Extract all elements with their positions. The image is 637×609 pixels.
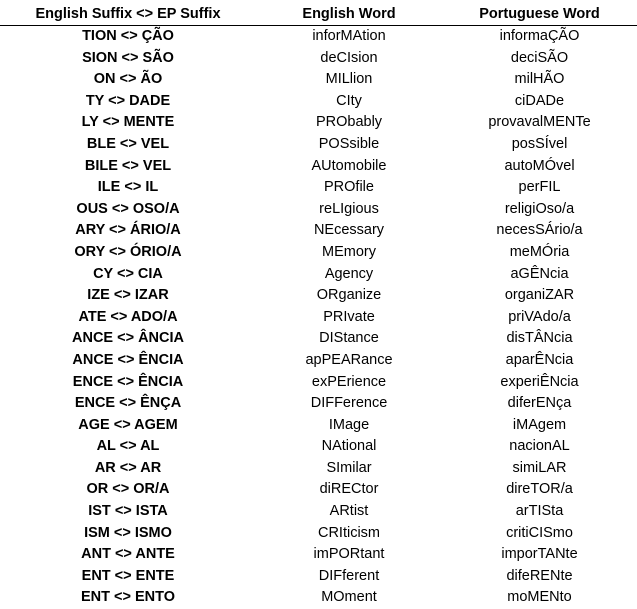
- english-word-cell: inforMAtion: [312, 28, 386, 44]
- table-row: [0, 350, 637, 372]
- portuguese-word-cell: moMENto: [507, 589, 572, 606]
- suffix-cell: AR <> AR: [94, 459, 162, 476]
- table-row: [0, 177, 637, 199]
- portuguese-word-cell: posSÍvel: [511, 135, 568, 152]
- portuguese-word-cell: arTISta: [515, 503, 564, 520]
- table-row: [0, 587, 637, 609]
- english-word-cell: imPORtant: [313, 546, 385, 563]
- english-word-cell: PRIvate: [323, 308, 375, 325]
- table-row: [0, 91, 637, 113]
- portuguese-word-cell: organiZAR: [504, 287, 575, 304]
- header-english-suffix: English Suffix <> EP Suffix: [0, 4, 256, 26]
- suffix-cell: AGE <> AGEM: [78, 416, 178, 433]
- english-word-cell: Agency: [324, 265, 374, 282]
- suffix-cell: ILE <> IL: [97, 179, 159, 196]
- suffix-cell: ANCE <> ÊNCIA: [72, 351, 184, 368]
- portuguese-word-cell: provavalMENTe: [488, 114, 591, 131]
- suffix-cell: OUS <> OSO/A: [76, 200, 180, 217]
- suffix-cell: LY <> MENTE: [81, 114, 175, 131]
- portuguese-word-cell: critiCISmo: [506, 524, 573, 541]
- table-row: [0, 501, 637, 523]
- english-word-cell: NEcessary: [313, 222, 385, 239]
- suffix-cell: ENT <> ENTE: [81, 567, 175, 584]
- portuguese-word-cell: aGÊNcia: [510, 265, 569, 282]
- table-row: [0, 458, 637, 480]
- english-word-cell: MEmory: [322, 243, 376, 260]
- english-word-cell: CRIticism: [317, 524, 381, 541]
- portuguese-word-cell: autoMÓvel: [504, 157, 575, 174]
- table-row: [0, 220, 637, 242]
- english-word-cell: DIStance: [319, 330, 379, 347]
- portuguese-word-cell: diferENça: [507, 395, 572, 412]
- english-word-cell: PRObably: [315, 114, 383, 131]
- table-row: [0, 544, 637, 566]
- portuguese-word-cell: disTÂNcia: [506, 330, 573, 347]
- table-row: [0, 112, 637, 134]
- suffix-cell: ARY <> ÁRIO/A: [75, 222, 181, 239]
- portuguese-word-cell: priVAdo/a: [508, 308, 571, 325]
- suffix-cell: ANCE <> ÂNCIA: [72, 330, 184, 347]
- english-word-cell: SImilar: [326, 459, 372, 476]
- portuguese-word-cell: perFIL: [518, 179, 561, 196]
- portuguese-word-cell: ciDADe: [514, 92, 565, 109]
- table-row: [0, 26, 637, 48]
- portuguese-word-cell: iMAgem: [512, 416, 567, 433]
- suffix-cell: CY <> CIA: [93, 265, 163, 282]
- table-row: [0, 199, 637, 221]
- suffix-table: [0, 4, 637, 609]
- suffix-cell: TY <> DADE: [85, 92, 171, 109]
- english-word-cell: diRECtor: [319, 481, 379, 498]
- english-word-cell: MOment: [321, 589, 377, 606]
- suffix-cell: ENCE <> ÊNÇA: [74, 395, 182, 412]
- suffix-cell: ISM <> ISMO: [84, 524, 172, 541]
- suffix-cell: ATE <> ADO/A: [78, 308, 178, 325]
- english-word-cell: PROfile: [324, 179, 374, 196]
- english-word-cell: DIFferent: [318, 567, 380, 584]
- table-row: [0, 328, 637, 350]
- header-portuguese-word: Portuguese Word: [442, 4, 637, 26]
- portuguese-word-cell: milHÃO: [514, 71, 565, 88]
- table-row: [0, 48, 637, 70]
- table-row: [0, 264, 637, 286]
- portuguese-word-cell: simiLAR: [512, 459, 567, 476]
- english-word-cell: apPEARance: [305, 351, 393, 368]
- english-word-cell: IMage: [328, 416, 370, 433]
- table-row: [0, 156, 637, 178]
- table-row: [0, 436, 637, 458]
- header-english-word: English Word: [256, 4, 442, 26]
- suffix-cell: ENCE <> ÊNCIA: [72, 373, 184, 390]
- suffix-cell: ORY <> ÓRIO/A: [74, 243, 182, 260]
- english-word-cell: ARtist: [329, 503, 369, 520]
- english-word-cell: ORganize: [316, 287, 382, 304]
- table-row: [0, 566, 637, 588]
- suffix-cell: OR <> OR/A: [86, 481, 170, 498]
- portuguese-word-cell: meMÓria: [509, 243, 570, 260]
- table-row: [0, 523, 637, 545]
- header-row: [0, 4, 637, 26]
- portuguese-word-cell: nacionAL: [509, 438, 570, 455]
- english-word-cell: reLIgious: [319, 200, 379, 217]
- table-row: [0, 307, 637, 329]
- table-row: [0, 372, 637, 394]
- english-word-cell: AUtomobile: [311, 157, 387, 174]
- english-word-cell: CIty: [336, 92, 362, 109]
- suffix-cell: ENT <> ENTO: [80, 589, 175, 606]
- table-row: [0, 393, 637, 415]
- suffix-cell: TION <> ÇÃO: [82, 28, 174, 44]
- table-row: [0, 134, 637, 156]
- portuguese-word-cell: aparÊNcia: [505, 351, 574, 368]
- portuguese-word-cell: experiÊNcia: [500, 373, 579, 390]
- english-word-cell: MILlion: [325, 71, 373, 88]
- portuguese-word-cell: imporTANte: [501, 546, 578, 563]
- english-word-cell: exPErience: [311, 373, 387, 390]
- portuguese-word-cell: direTOR/a: [506, 481, 573, 498]
- portuguese-word-cell: informaÇÃO: [499, 28, 580, 44]
- suffix-cell: IST <> ISTA: [88, 503, 168, 520]
- suffix-cell: ANT <> ANTE: [81, 546, 175, 563]
- english-word-cell: NAtional: [321, 438, 377, 455]
- table-row: [0, 415, 637, 437]
- table-row: [0, 285, 637, 307]
- english-word-cell: deCIsion: [320, 49, 378, 66]
- suffix-cell: SION <> SÃO: [82, 49, 174, 66]
- suffix-cell: BLE <> VEL: [86, 135, 170, 152]
- english-word-cell: DIFFerence: [310, 395, 388, 412]
- portuguese-word-cell: religiOso/a: [504, 200, 575, 217]
- table-row: [0, 479, 637, 501]
- suffix-cell: IZE <> IZAR: [87, 287, 169, 304]
- suffix-cell: ON <> ÃO: [93, 71, 163, 88]
- suffix-cell: AL <> AL: [96, 438, 160, 455]
- portuguese-word-cell: deciSÃO: [510, 49, 569, 66]
- suffix-cell: BILE <> VEL: [84, 157, 172, 174]
- portuguese-word-cell: necesSÁrio/a: [496, 222, 583, 239]
- table-row: [0, 69, 637, 91]
- portuguese-word-cell: difeRENte: [506, 567, 573, 584]
- table-row: [0, 242, 637, 264]
- english-word-cell: POSsible: [318, 135, 380, 152]
